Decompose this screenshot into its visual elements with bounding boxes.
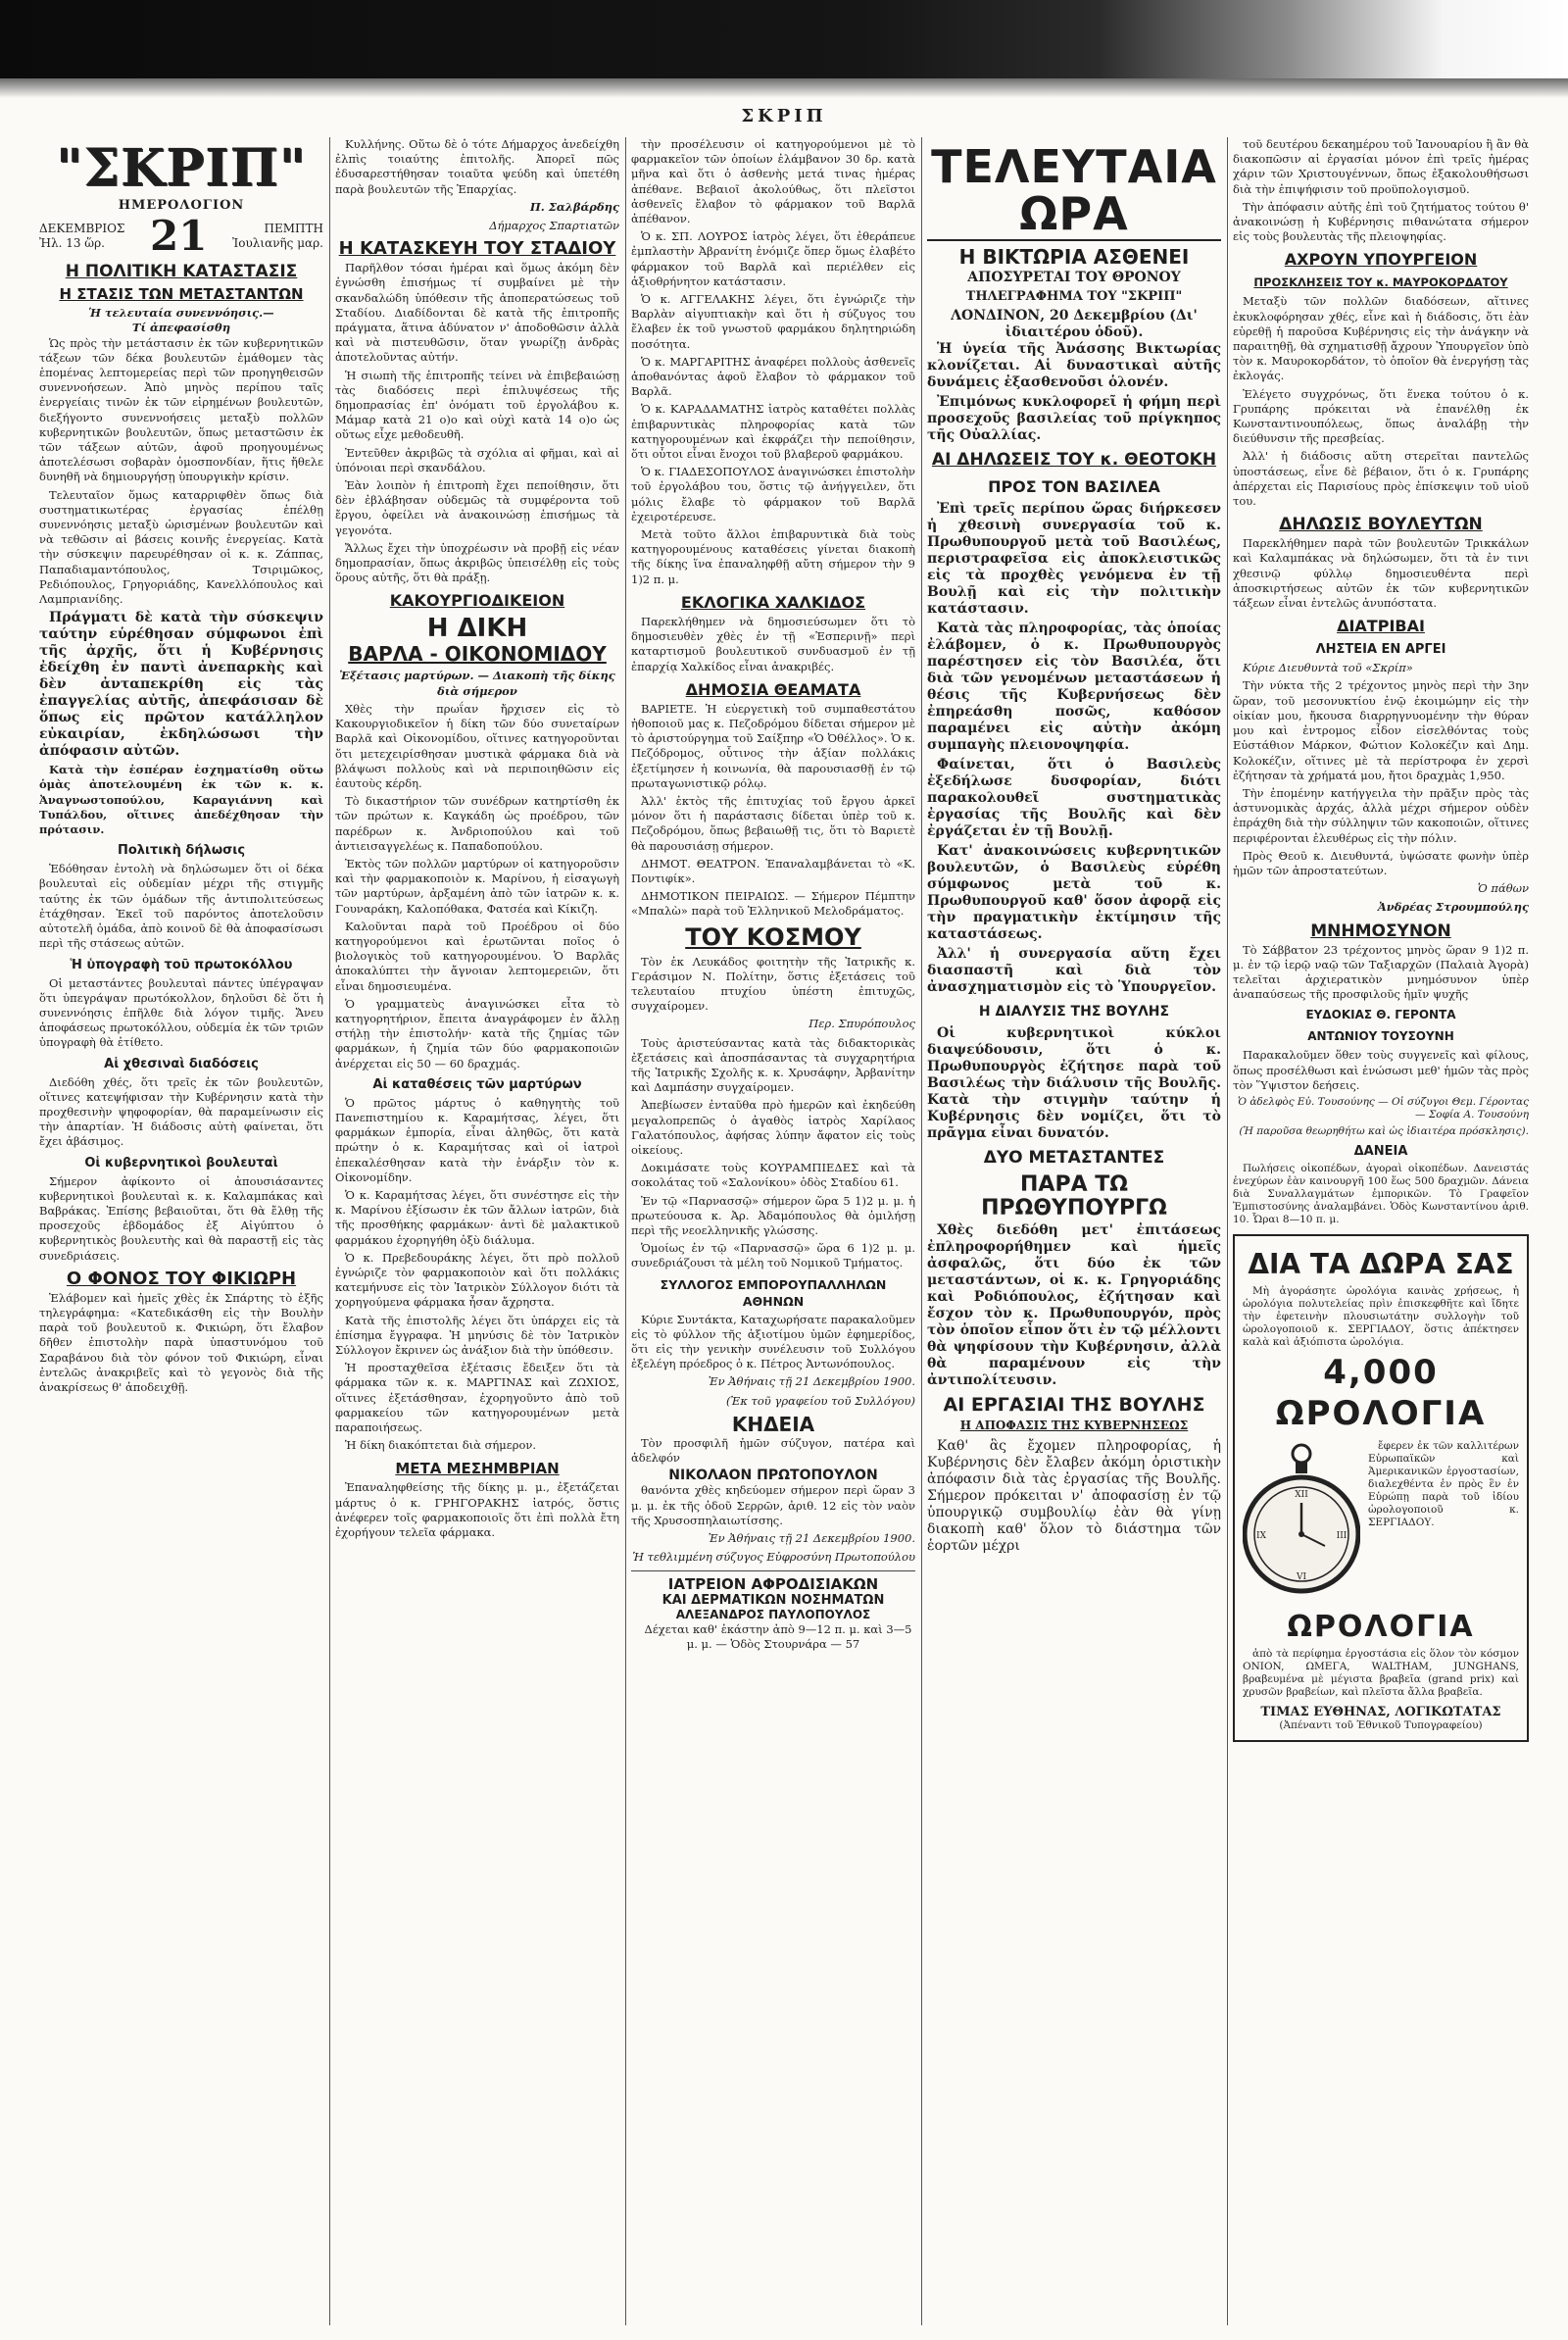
ad-big-word: ΩΡΟΛΟΓΙΑ (1287, 1609, 1475, 1644)
article-paragraph-bold: Φαίνεται, ὅτι ὁ Βασιλεὺς ἐξεδήλωσε δυσφορίαν, διότι παρακολουθεῖ συστηματικὰς ἐργασίας τῆς Βουλῆς καὶ δὲν ἐργάζεται ἐν τῇ Βουλῇ. (927, 757, 1221, 840)
signature: (Ἐκ τοῦ γραφείου τοῦ Συλλόγου) (726, 1393, 915, 1408)
column-5 (1233, 137, 1529, 2325)
signature: Περ. Σπυρόπουλος (808, 1017, 915, 1031)
headline-chalkis: ΕΚΛΟΓΙΚΑ ΧΑΛΚΙΔΟΣ (680, 592, 866, 612)
article-paragraph: Τὸ δικαστήριον τῶν συνέδρων κατηρτίσθη ἐκ τῶν πρώτων κ. Καγκάδη ὡς προέδρου, τῶν παρέδρων κ. Ἀνδριοπούλου καὶ τοῦ ἀντιεισαγγελέως κ. Παπαδοπούλου. (335, 794, 619, 853)
headline-diatrivai: ΔΙΑΤΡΙΒΑΙ (1337, 617, 1425, 636)
headline-theotokis-sub: ΠΡΟΣ ΤΟΝ ΒΑΣΙΛΕΑ (988, 477, 1160, 497)
headline-afternoon: ΜΕΤΑ ΜΕΣΗΜΒΡΙΑΝ (395, 1460, 560, 1478)
article-paragraph-bold: Ἐπὶ τρεῖς περίπου ὥρας διήρκεσεν ἡ χθεσινὴ συνεργασία τοῦ κ. Πρωθυπουργοῦ μετὰ τοῦ Βασιλέως, περιστραφεῖσα εἰς ἀποκλειστικῶς εἰς τὰ προχθὲς γενόμενα ἐν τῇ Βουλῇ καὶ εἰς τὴν πολιτικὴν κατάστασιν. (927, 501, 1221, 618)
article-paragraph: Ἡ προσταχθεῖσα ἐξέτασις ἔδειξεν ὅτι τὰ φάρμακα τῶν κ. κ. ΜΑΡΓΙΝΑΣ καὶ ΖΩΧΙΟΣ, οἵτινες ἐξετάσθησαν, ἐχορηγοῦντο ἀπὸ τοῦ φαρμακείου τῶν κατηγορουμένων μετὰ παραποιήσεως. (335, 1361, 619, 1435)
column-rule (329, 137, 330, 2325)
article-paragraph: Ἄλλως ἔχει τὴν ὑποχρέωσιν νὰ προβῇ εἰς νέαν δημοπρασίαν, ὅπως ἀκριβῶς ὑπεισέλθῃ εἰς τοὺς ὅρους αὐτῆς, ὅτι θὰ πράξῃ. (335, 540, 619, 585)
date-saint: Ἰουλιανῆς μαρ. (232, 236, 323, 251)
signature-title: Δήμαρχος Σπαρτιατῶν (489, 219, 619, 233)
clinic-title: ΙΑΤΡΕΙΟΝ ΑΦΡΟΔΙΣΙΑΚΩΝ (667, 1575, 879, 1594)
headline-dissolution: Η ΔΙΑΛΥΣΙΣ ΤΗΣ ΒΟΥΛΗΣ (978, 1004, 1170, 1021)
article-paragraph: ΔΗΜΟΤ. ΘΕΑΤΡΟΝ. Ἐπαναλαμβάνεται τὸ «Κ. Ποντιφίκ». (631, 856, 915, 885)
article-paragraph-bold: Κατὰ τὰς πληροφορίας, τὰς ὁποίας ἐλάβομεν, ὁ κ. Πρωθυπουργὸς παρέστησεν εἰς τὸν Βασιλέα, ὅτι διὰ τῶν γενομένων μεταστάσεων ἡ θέσις τῆς Κυβερνήσεως δὲν ἐπηρεάσθη ποσῶς, καθόσον παραμένει εἰς αὐτὴν ἀκόμη συμπαγὴς πλειονοψηφία. (927, 621, 1221, 754)
article-paragraph-bold: Κατ' ἀνακοινώσεις κυβερνητικῶν βουλευτῶν, ὁ Βασιλεὺς εὑρέθη σύμφωνος μετὰ τοῦ κ. Πρωθυπουργοῦ καθ' ὅσον ἀφορᾷ εἰς τὴν πραγματικὴν ἐκτίμησιν τῆς καταστάσεως. (927, 843, 1221, 943)
article-paragraph: Πρὸς Θεοῦ κ. Διευθυντά, ὑψώσατε φωνὴν ὑπὲρ ἡμῶν τῶν ἀπροστατεύτων. (1233, 848, 1529, 877)
signature: Ἀνδρέας Στρουμπούλης (1377, 900, 1529, 915)
ad-paragraph: Μὴ ἀγοράσητε ὡρολόγια καινὰς χρήσεως, ἡ ὡρολόγια πολυτελείας πρὶν ἐπισκεφθῆτε καὶ ἴδητε τὴν ἐφετεινὴν πλουσιωτάτην συλλογὴν τοῦ ὡρολογοποιοῦ κ. ΣΕΡΓΙΑΔΟΥ, ὅστις ἀπέκτησεν καλὰ καὶ ἀξιόπιστα ὡρολόγια. (1243, 1284, 1519, 1348)
funeral-name: ΝΙΚΟΛΑΟΝ ΠΡΩΤΟΠΟΥΛΟΝ (668, 1468, 878, 1484)
article-paragraph: Δοκιμάσατε τοὺς ΚΟΥΡΑΜΠΙΕΔΕΣ καὶ τὰ σοκολάτας τοῦ «Σαλονίκου» ὁδὸς Σταδίου 61. (631, 1161, 915, 1190)
article-paragraph: Τὴν ἐπομένην κατήγγειλα τὴν πρᾶξιν πρὸς τὰς ἀστυνομικὰς ἀρχάς, ἀλλὰ μέχρι σήμερον οὐδὲν ἐπράχθη διὰ τὴν σύλληψιν τῶν κακοποιῶν, οἵτινες περιφέρονται ἐλευθέρως εἰς τὴν πόλιν. (1233, 785, 1529, 845)
last-hour-title: ΤΕΛΕΥΤΑΙΑ ΩΡΑ (927, 137, 1221, 241)
subhead: Οἱ κυβερνητικοὶ βουλευταὶ (84, 1155, 278, 1170)
subhead: Αἱ χθεσιναὶ διαδόσεις (104, 1056, 259, 1071)
clinic-doctor: ΑΛΕΞΑΝΔΡΟΣ ΠΑΥΛΟΠΟΥΛΟΣ (675, 1607, 871, 1621)
article-paragraph-bold: Χθὲς διεδόθη μετ' ἐπιτάσεως ἐπληροφορήθημεν καὶ ἡμεῖς ἀσφαλῶς, ὅτι δύο ἐκ τῶν μεταστάντων, οἱ κ. κ. Γρηγοριάδης καὶ Ροδιόπουλος, ἐζήτησαν καὶ ἔσχον τὸν κ. Πρωθυπουργόν, πρὸς τὸν ὁποῖον εἶπον ὅτι ἐν τῷ μέλλοντι θὰ ψηφίσουν τὴν Κυβέρνησιν, ἀλλὰ θὰ παραμένουν εἰς τὴν ἀντιπολίτευσιν. (927, 1222, 1221, 1389)
article-paragraph: Πωλήσεις οἰκοπέδων, ἀγοραὶ οἰκοπέδων. Δανειστάς ἐνεχύρων ἐὰν καινουργῆ 100 ἕως 500 δραχμῶν. Δάνεια διὰ Συναλλαγμάτων ἐμπορικῶν. Τὸ Γραφεῖον Ἐμπιστοσύνης ἀναλαμβάνει. Ὁδὸς Κωνσταντίνου ἀριθ. 10. Ὧραι 8—10 π. μ. (1233, 1162, 1529, 1225)
headline-deputies-statement: ΔΗΛΩΣΙΣ ΒΟΥΛΕΥΤΩΝ (1279, 515, 1483, 535)
article-paragraph: θανόντα χθὲς κηδεύομεν σήμερον περὶ ὥραν 3 μ. μ. ἐκ τῆς ὁδοῦ Σερρῶν, ἀριθ. 12 εἰς τὸν ναὸν τῆς Χρυσοσπηλαιωτίσσης. (631, 1483, 915, 1527)
article-paragraph: Ἀλλ' ἐκτὸς τῆς ἐπιτυχίας τοῦ ἔργου ἀρκεῖ μόνον ὅτι ἡ παράστασις δίδεται ὑπὲρ τοῦ κ. Πεζοδρόμου, ὅπως βεβαιωθῇ τις, ὅτι τὸ Βαριετὲ θὰ παρουσιάσῃ σήμερον. (631, 793, 915, 853)
headline-victoria: Η ΒΙΚΤΩΡΙΑ ΑΣΘΕΝΕΙ (958, 245, 1190, 269)
article-paragraph-bold: Ἡ ὑγεία τῆς Ἀνάσσης Βικτωρίας κλονίζεται. Αἱ δυναστικαὶ αὐτῆς δυνάμεις ἐξασθενοῦσι ὁλονέν. (927, 341, 1221, 391)
subhead: Πολιτικὴ δήλωσις (117, 843, 246, 859)
article-paragraph-bold: Ἀλλ' ἡ συνεργασία αὕτη ἔχει διασπαστῆ καὶ διὰ τὸν ἀνασχηματισμὸν εἰς τὸ Ὑπουργεῖον. (927, 946, 1221, 996)
article-paragraph: Χθὲς τὴν πρωΐαν ἤρχισεν εἰς τὸ Κακουργιοδικεῖον ἡ δίκη τῶν δύο συνεταίρων Βαρλᾶ καὶ Οἰκονομίδου, οἵτινες κατηγοροῦνται ὅτι μετεχειρίσθησαν μυστικὰ φάρμακα διὰ νὰ βλάψωσι πολλοὺς καὶ νὰ περιποιηθῶσιν εἰς ἑαυτοὺς κέρδη. (335, 701, 619, 790)
memorial-name: ΕΥΔΟΚΙΑΣ Θ. ΓΕΡΟΝΤΑ (1305, 1008, 1456, 1022)
ad-footer-address: (Ἀπέναντι τοῦ Ἐθνικοῦ Τυπογραφείου) (1279, 1719, 1483, 1732)
clinic-subtitle: ΚΑΙ ΔΕΡΜΑΤΙΚΩΝ ΝΟΣΗΜΑΤΩΝ (662, 1592, 885, 1608)
column-rule (625, 137, 626, 2325)
kicker: Τί ἀπεφασίσθη (131, 321, 231, 335)
article-paragraph: Τοὺς ἀριστεύσαντας κατὰ τὰς διδακτορικὰς ἐξετάσεις καὶ ἀποσπάσαντας τὰ συγχαρητήρια τῆς Ἰατρικῆς Σχολῆς κ. κ. Χρυσάφην, Ἀρβανίτην καὶ Δαμπάσην συγχαίρομεν. (631, 1035, 915, 1095)
running-head: ΣΚΡΙΠ (741, 106, 827, 126)
article-paragraph: Καλοῦνται παρὰ τοῦ Προέδρου οἱ δύο κατηγορούμενοι καὶ ἐρωτῶνται ποῖος ὁ βιολογικὸς τοῦ κατηγορουμένου. Ὁ Βαρλᾶς ἀποκαλύπτει τὴν ἄγνοιαν λεπτομερειῶν, ὅτι εἶναι δημοσιευμένα. (335, 919, 619, 993)
article-paragraph: Παρεκλήθημεν παρὰ τῶν βουλευτῶν Τρικκάλων καὶ Καλαμπάκας νὰ δηλώσωμεν, ὅτι τὰ ἐν τινι χθεσινῷ φύλλῳ δημοσιευθέντα περὶ ἀποσκιρτήσεως αὐτῶν ἐκ τῶν κυβερνητικῶν τάξεων εἶναι ἐντελῶς ἀνυπόστατα. (1233, 536, 1529, 611)
date-month: ΔΕΚΕΜΒΡΙΟΣ (39, 222, 125, 235)
article-paragraph: Ἀπεβίωσεν ἐνταῦθα πρὸ ἡμερῶν καὶ ἐκηδεύθη μεγαλοπρεπῶς ὁ ἀγαθὸς ἰατρὸς Χαρίλαος Γαλατόπουλος, ἀφήσας λύπην ἄφατον εἰς τοὺς οἰκείους. (631, 1098, 915, 1157)
date-box (39, 212, 323, 261)
article-paragraph: Ἡ σιωπὴ τῆς ἐπιτροπῆς τείνει νὰ ἐπιβεβαιώσῃ τὰς διαδόσεις περὶ ἐπιλυψέσεως τῆς δημοπρασίας ἐπ' ὀνόματι τοῦ ἐργολάβου κ. Μάμαρ κατὰ 21 ο)ο καὶ οὐχὶ κατὰ 14 ο)ο ὡς οὕτως εἶχε μεθοδευθῆ. (335, 368, 619, 442)
headline-victoria-sub: ΑΠΟΣΥΡΕΤΑΙ ΤΟΥ ΘΡΟΝΟΥ (967, 270, 1181, 285)
article-paragraph: Ὁ κ. ΜΑΡΓΑΡΙΤΗΣ ἀναφέρει πολλοὺς ἀσθενεῖς ἀποθανόντας ἀφοῦ ἔλαβον τὸ φάρμακον τοῦ Βαρλᾶ. (631, 354, 915, 399)
article-paragraph: ΔΗΜΟΤΙΚΟΝ ΠΕΙΡΑΙΩΣ. — Σήμερον Πέμπτην «Μπαλὼ» παρὰ τοῦ Ἑλληνικοῦ Μελοδράματος. (631, 889, 915, 919)
article-paragraph: Οἱ μεταστάντες βουλευταὶ πάντες ὑπέγραψαν ὅτι ὑπεγράψαν πρωτόκολλον, δηλοῦσι δὲ ὅτι ἡ συνεννόησις ἐπῆλθε διὰ λόγον τιμῆς. Ἄνευ ἀποφάσεως πρωτοκόλλου, οὐδεμία ἐκ τῶν τριῶν ὑπογραφὴ θὰ ἐτίθετο. (39, 975, 323, 1050)
article-paragraph: Διεδόθη χθές, ὅτι τρεῖς ἐκ τῶν βουλευτῶν, οἵτινες κατεψήφισαν τὴν Κυβέρνησιν κατὰ τὴν προχθεσινὴν ψηφοφορίαν, θὰ παραμείνωσιν εἰς τὴν ἀπαρτίαν. Ἡ διάδοσις αὐτὴ φαίνεται, ὅτι ἔχει ἀβάσιμος. (39, 1074, 323, 1149)
article-paragraph: Ὁ κ. ΑΓΓΕΛΑΚΗΣ λέγει, ὅτι ἐγνώριζε τὴν Βαρλὰν αἰγυπτιακὴν καὶ ὅτι ἡ σύζυγος του ἔλαβεν ἐκ τοῦ γνωστοῦ φαρμάκου δηλητηριώδη ποσότητα. (631, 292, 915, 351)
article-paragraph: Ὁ κ. ΓΙΑΔΕΣΟΠΟΥΛΟΣ ἀναγινώσκει ἐπιστολὴν τοῦ ἐργολάβου του, ὅστις τῷ ἀνήγγειλεν, ὅτι μόλις ἔλαβε τὸ φάρμακον τοῦ Βαρλᾶ ἐχειροτέρευσε. (631, 465, 915, 523)
signature: Ἐν Ἀθήναις τῇ 21 Δεκεμβρίου 1900. (708, 1531, 915, 1546)
article-paragraph: Τὸν ἐκ Λευκάδος φοιτητὴν τῆς Ἰατρικῆς κ. Γεράσιμον Ν. Πολίτην, ὅστις ἐξετάσεις τοῦ τελευταίου πτυχίου ὑπέστη ἐπιτυχῶς, συγχαίρομεν. (631, 954, 915, 1014)
column-1 (39, 137, 323, 2325)
article-paragraph: Τὸ Σάββατον 23 τρέχοντος μηνὸς ὥραν 9 1)2 π. μ. ἐν τῷ ἱερῷ ναῷ τῶν Ταξιαρχῶν (Παλαιὰ Ἀγορὰ) τελεῖται ἀρχιερατικὸν μνημόσυνον ὑπὲρ ἀναπαύσεως τῆς προσφιλοῦς ἡμῖν ψυχῆς (1233, 942, 1529, 1002)
article-paragraph: Ὁ πρῶτος μάρτυς ὁ καθηγητὴς τοῦ Πανεπιστημίου κ. Καραμήτσας, λέγει, ὅτι φαρμάκων ἐμπορία, εἶναι ἀληθῶς, ὅτι κατὰ πρώτην ὁ κ. Καραμήτσας καὶ οἱ ἰατροὶ ἐπεκαλέσθησαν κατὰ τὴν ἐνάρξιν τὸν κ. Οἰκονομίδην. (335, 1095, 619, 1184)
article-paragraph: τὴν προσέλευσιν οἱ κατηγορούμενοι μὲ τὸ φαρμακεῖον τῶν ὁποίων ἐλάμβανον 30 δρ. κατὰ μῆνα καὶ ὅτι ὁ ἀσθενὴς μετά τινας ἡμέρας ἀπέθανε. Βεβαιοῖ ἀκολούθως, ὅτι πλεῖστοι ἀσθενεῖς ἔλαβον τὸ φάρμακον τοῦ Βαρλᾶ ἀπέθανον. (631, 137, 915, 226)
column-4 (927, 137, 1221, 2325)
column-rule (1227, 137, 1228, 2325)
article-paragraph: Κατὰ τῆς ἐπιστολῆς λέγει ὅτι ὑπάρχει εἰς τὰ ἐπίσημα ἔγγραφα. Ἡ μηνύσις δὲ τὸν Ἰατρικὸν Σύλλογον ἔκρινεν ὡς ἀνάξιον διὰ τὴν ὑπόθεσιν. (335, 1313, 619, 1358)
signature: Ἐν Ἀθήναις τῇ 21 Δεκεμβρίου 1900. (708, 1374, 915, 1389)
article-paragraph: Κυλλήνης. Οὕτω δὲ ὁ τότε Δήμαρχος ἀνεδείχθη ἐλπὶς τοιαύτης ἐπιτολῆς. Ἀπορεῖ πῶς ἐδυσαρεστήθησαν τοιαῦτα ψεύδη καὶ ὑπετέθη παρὰ βουλευτῶν τῆς Ἐπαρχίας. (335, 137, 619, 196)
subhead: Ἡ ὑπογραφὴ τοῦ πρωτοκόλλου (70, 957, 293, 972)
article-paragraph: Ἡ δίκη διακόπτεται διὰ σήμερον. (345, 1438, 537, 1453)
article-paragraph: Ἐπαναληφθείσης τῆς δίκης μ. μ., ἐξετάζεται μάρτυς ὁ κ. ΓΡΗΓΟΡΑΚΗΣ ἰατρός, ὅστις ἀνέφερεν τοῖς φαρμακοποιοῖς ὅτι ἐπὶ πολλὰ ἔτη ἐχορήγουν τελεῖα φάρμακα. (335, 1480, 619, 1540)
article-paragraph: Ὁ κ. Καραμήτσας λέγει, ὅτι συνέστησε εἰς τὴν κ. Μαρίνου ἐξίσωσιν ἐκ τῶν ἄλλων ἰατρῶν, διὰ τῆς προσθήκης φαρμάκων· ἀντὶ δὲ μαλακτικοῦ φαρμάκου ἐχορηγήθη ὀξὺ διάλυμα. (335, 1187, 619, 1247)
article-paragraph-bold: Κατὰ τὴν ἑσπέραν ἐσχηματίσθη οὕτω ὁμὰς ἀποτελουμένη ἐκ τῶν κ. κ. Ἀναγνωστοπούλου, Καραγιάννη καὶ Τυπάλδου, οἵτινες ἀπεδέχθησαν τὴν πρότασιν. (39, 763, 323, 837)
headline-court: ΚΑΚΟΥΡΓΙΟΔΙΚΕΙΟΝ (389, 591, 565, 611)
headline-fikioris: Ο ΦΟΝΟΣ ΤΟΥ ΦΙΚΙΩΡΗ (66, 1268, 297, 1289)
headline-trial: Η ΔΙΚΗ (426, 614, 528, 644)
column-2 (335, 137, 619, 2325)
article-paragraph: Ἐντεῦθεν ἀκριβῶς τὰ σχόλια αἱ φῆμαι, καὶ αἱ ὑπόνοιαι περὶ σκανδάλου. (335, 445, 619, 474)
signature: (Ἡ παροῦσα θεωρηθήτω καὶ ὡς ἰδιαιτέρα πρόσκλησις). (1239, 1124, 1529, 1137)
headline-two-defectors-sub: ΠΑΡΑ ΤΩ ΠΡΩΘΥΠΟΥΡΓΩ (981, 1172, 1167, 1221)
article-paragraph: Ἐλάβομεν καὶ ἡμεῖς χθὲς ἐκ Σπάρτης τὸ ἑξῆς τηλεγράφημα: «Κατεδικάσθη εἰς τὴν Βουλὴν παρὰ τοῦ βουλευτοῦ κ. Φικιώρη, ὅτι ἔλαβον δῆθεν ἐπιστολὴν παρὰ ὑπαστυνόμου τοῦ Σαραβάνου διὰ τὸν φόνον τοῦ Φικιώρη, εἶναι ἐντελῶς ἀνακριβεῖς καὶ τὸ γεγονὸς διὰ τῆς ἀνακρίσεως θ' ἀποδειχθῇ. (39, 1290, 323, 1394)
article-paragraph: Τὴν ἀπόφασιν αὐτῆς ἐπὶ τοῦ ζητήματος τούτου θ' ἀνακοινώσῃ ἡ Κυβέρνησις πιθανώτατα σήμερον εἰς τοὺς βουλευτὰς τῆς πλειοψηφίας. (1233, 199, 1529, 244)
column-3 (631, 137, 915, 2325)
svg-text:III: III (1336, 1530, 1348, 1541)
article-paragraph: Ὡς πρὸς τὴν μετάστασιν ἐκ τῶν κυβερνητικῶν τάξεων τῶν δέκα βουλευτῶν ἐμάθομεν τὰς ἑπομένας λεπτομερείας περὶ τῶν προηγηθεισῶν συνεννοήσεων. Ἀπὸ μηνὸς περίπου ταῖς ἐνεργείαις τινῶν ἐκ τῶν εἰρημένων βουλευτῶν, διεξήγοντο συνεννοήσεις μεταξὺ πολλῶν κυβερνητικῶν βουλευτῶν, ὅπως μεταστῶσιν ἐκ τῶν τάξεων αὐτῶν, ἀφοῦ προηγουμένως ἀποτελέσωσι σοβαρὰν ὁμοσπονδίαν, ἥτις ἤθελε δυνηθῆ νὰ δημιουργήσῃ ὑπουργικὴν κρίσιν. (39, 335, 323, 484)
article-paragraph: Κύριε Διευθυντὰ τοῦ «Σκρίπ» (1243, 661, 1413, 675)
signature: Ἡ τεθλιμμένη σύζυγος Εὐφροσύνη Πρωτοπούλου (632, 1550, 915, 1565)
headline-memorial: ΜΝΗΜΟΣΥΝΟΝ (1310, 921, 1451, 941)
article-paragraph: Κύριε Συντάκτα, Καταχωρήσατε παρακαλοῦμεν εἰς τὸ φύλλον τῆς ἀξιοτίμου ὑμῶν ἐφημερίδος, ὅτι εἰς τὴν γενικὴν συνέλευσιν τοῦ Συλλόγου ἐξελέγη πρόεδρος ὁ κ. Πέτρος Ἀντωνόπουλος. (631, 1312, 915, 1371)
ad-paragraph: ἔφερεν ἐκ τῶν καλλιτέρων Εὐρωπαϊκῶν καὶ Ἀμερικανικῶν ἐργοστασίων, διαλεχθέντα ἐν πρὸς ἓν ἐν Εὐρώπῃ παρὰ τοῦ ἰδίου ὡρολογοποιοῦ κ. ΣΕΡΓΙΑΔΟΥ. (1368, 1439, 1519, 1528)
ad-big-number: 4,000 ΩΡΟΛΟΓΙΑ (1275, 1352, 1487, 1433)
article-paragraph: ΒΑΡΙΕΤΕ. Ἡ εὐεργετικὴ τοῦ συμπαθεστάτου ἠθοποιοῦ μας κ. Πεζοδρόμου δίδεται σήμερον μὲ τὸ ἀριστούργημα τοῦ Σαίξπηρ «Ὁ Ὀθέλλος». Ὁ κ. Πεζόδρομος, οὗτινος τὴν ἀξίαν πολλάκις ἐξετίμησεν ἡ κοινωνία, θὰ παρουσιασθῇ ἐν τῷ πρωταγωνιστικῷ ρόλῳ. (631, 701, 915, 790)
kicker: Ἡ τελευταία συνεννόησις.— (88, 306, 274, 321)
headline-theotokis: ΑΙ ΔΗΛΩΣΕΙΣ ΤΟΥ κ. ΘΕΟΤΟΚΗ (931, 450, 1217, 471)
article-paragraph: Τελευταῖον ὅμως καταρριφθὲν ὅπως διὰ συστηματικωτέρας ἐργασίας ἐπέλθῃ συνεννόησις μεταξὺ ὡρισμένων βουλευτῶν καὶ νὰ τεθῶσιν αἱ βάσεις κοινῆς ἐνεργείας. Κατὰ τὴν σύσκεψιν παρευρέθησαν οἱ κ. κ. Ζάππας, Παπαδιαμαντόπουλος, Τσιριμῶκος, Ρεδιόπουλος, Γρηγοριάδης, Κανελλόπουλος καὶ Λαμπριανίδης. (39, 487, 323, 607)
article-paragraph: Ἐὰν λοιπὸν ἡ ἐπιτροπὴ ἔχει πεποίθησιν, ὅτι δὲν ἐβλάβησαν οὐδεμῶς τὰ συμφέροντα τοῦ ἔργου, ὀφείλει νὰ ἀνακοινώσῃ ἐπισήμως τὰ γεγονότα. (335, 478, 619, 537)
ad-paragraph: ἀπὸ τὰ περίφημα ἐργοστάσια εἰς ὅλον τὸν κόσμον ONION, ΩΜΕΓΑ, WALTHAM, JUNGHANS, βραβευμένα μὲ μέγιστα βραβεῖα (grand prix) καὶ χρυσῶν βραβείων, καὶ πλεῖστα ἄλλα βραβεῖα. (1243, 1647, 1519, 1698)
article-paragraph: Μετὰ τοῦτο ἄλλοι ἐπιβαρυντικὰ διὰ τοὺς κατηγορουμένους καταθέσεις γίνεται διακοπὴ τῆς δίκης ἵνα ἐπαναληφθῇ αὔτη σήμερον τὴν 9 1)2 π. μ. (631, 527, 915, 586)
article-paragraph: Ὁ γραμματεὺς ἀναγινώσκει εἶτα τὸ κατηγορητήριον, ἔπειτα ἀναγράφομεν ἐν ἄλλῃ στήλῃ τὴν ἐπιστολήν· κατὰ τῆς ζημίας τῶν φαρμάκων, ἡ ζημία τῶν δύο φαρμακοποιῶν ἀνέρχεται εἰς 50 — 60 δραχμάς. (335, 996, 619, 1070)
watch-advertisement (1233, 1234, 1529, 1742)
signature: Ὁ πάθων (1477, 881, 1529, 896)
headline-loans: ΔΑΝΕΙΑ (1353, 1143, 1408, 1159)
headline-colourless-ministry: ΑΧΡΟΥΝ ΥΠΟΥΡΓΕΙΟΝ (1284, 250, 1478, 270)
kicker: Ἐξέτασις μαρτύρων. — Διακοπὴ τῆς δίκης διὰ σήμερον (339, 669, 615, 698)
clinic-hours: Δέχεται καθ' ἑκάστην ἀπὸ 9—12 π. μ. καὶ 3—5 μ. μ. — Ὁδὸς Στουρνάρα — 57 (644, 1622, 912, 1652)
article-paragraph: Μεταξὺ τῶν πολλῶν διαδόσεων, αἵτινες ἐκυκλοφόρησαν χθές, εἶνε καὶ ἡ διάδοσις, ὅτι ἐὰν εὑρεθῇ ἡ παροῦσα Κυβέρνησις εἰς τὴν ἀνάγκην νὰ παραιτηθῇ, θὰ σχηματισθῇ ἄχρουν Ὑπουργεῖον ὑπὸ τὸν κ. Μαυροκορδάτον, τὸ ὁποῖον θὰ ἐνεργήσῃ τὰς ἐκλογάς. (1233, 294, 1529, 383)
headline-theatres: ΔΗΜΟΣΙΑ ΘΕΑΜΑΤΑ (685, 679, 861, 699)
headline-political: Η ΠΟΛΙΤΙΚΗ ΚΑΤΑΣΤΑΣΙΣ (65, 262, 298, 282)
article-paragraph: Ἐκτὸς τῶν πολλῶν μαρτύρων οἱ κατηγοροῦσιν καὶ τὴν φαρμακοποιὸν κ. Μαρίνου, ἡ εἰσαγωγὴ τῶν μαρτύρων, ἀρξαμένη ἀπὸ τῶν ἰατρῶν κ. κ. Γουναράκη, Καλοπόθακα, Φατσέα καὶ Κίκιζη. (335, 856, 619, 916)
article-paragraph: Καθ' ἃς ἔχομεν πληροφορίας, ἡ Κυβέρνησις δὲν ἔλαβεν ἀκόμη ὁριστικὴν ἀπόφασιν διὰ τὰς ἐργασίας τῆς Βουλῆς. Σήμερον πρόκειται ν' ἀποφασίσῃ ἐν τῷ ὑπουργικῷ συμβουλίῳ ἐὰν θὰ γίνῃ διακοπὴ καθ' ὅλον τὸ διάστημα τῶν ἑορτῶν μέχρι (927, 1437, 1221, 1554)
headline-robbery: ΛΗΣΤΕΙΑ ΕΝ ΑΡΓΕΙ (1315, 642, 1446, 658)
article-paragraph-bold: Οἱ κυβερνητικοὶ κύκλοι διαψεύδουσιν, ὅτι ὁ κ. Πρωθυπουργὸς ἐζήτησε παρὰ τοῦ Βασιλέως τὴν διάλυσιν τῆς Βουλῆς. Κατὰ τὴν στιγμὴν ταύτην ἡ Κυβέρνησις δὲν νομίζει, ὅτι τὸ πρᾶγμα εἶναι δυνατόν. (927, 1025, 1221, 1142)
svg-text:IX: IX (1256, 1530, 1266, 1541)
masthead-title: "ΣΚΡΙΠ" (56, 138, 307, 198)
page-sheet (39, 137, 1529, 2325)
date-weekday: ΠΕΜΠΤΗ (264, 222, 323, 235)
article-paragraph: Τὸν προσφιλῆ ἡμῶν σύζυγον, πατέρα καὶ ἀδελφόν (631, 1435, 915, 1466)
article-paragraph: Παρεκλήθημεν νὰ δημοσιεύσωμεν ὅτι τὸ δημοσιευθὲν χθὲς ἐν τῇ «Ἑσπερινῇ» περὶ καταρτισμοῦ βουλευτικοῦ συνδυασμοῦ ἐν τῇ ἐπαρχίᾳ Χαλκίδος εἶναι ἀνακριβές. (631, 614, 915, 673)
date-sun: Ἠλ. 13 ὥρ. (39, 236, 105, 251)
article-paragraph: τοῦ δευτέρου δεκαημέρου τοῦ Ἰανουαρίου ἢ ἂν θὰ διακοπῶσιν αἱ ἐργασίαι μόνον ἐπὶ τρεῖς ἡμέρας χάριν τῶν Χριστουγέννων, ὅπως ἐξακολουθήσωσι διὰ τὴν ἐπιψήφισιν τοῦ προϋπολογισμοῦ. (1233, 137, 1529, 196)
telegram-label: ΤΗΛΕΓΡΑΦΗΜΑ ΤΟΥ "ΣΚΡΙΠ" (965, 289, 1183, 305)
memorial-name: ΑΝΤΩΝΙΟΥ ΤΟΥΣΟΥΝΗ (1307, 1029, 1454, 1044)
date-day-number: 21 (149, 212, 208, 261)
article-paragraph: Ἐλέγετο συγχρόνως, ὅτι ἕνεκα τούτου ὁ κ. Γρυπάρης πρόκειται νὰ ἐπανέλθῃ ἐκ Κωνσταντινουπόλεως, ὅπως ἀναλάβῃ τὴν διεύθυνσιν τῆς πρεσβείας. (1233, 386, 1529, 446)
subhead: Αἱ καταθέσεις τῶν μαρτύρων (372, 1076, 582, 1092)
headline-association: ΣΥΛΛΟΓΟΣ ΕΜΠΟΡΟΥΠΑΛΛΗΛΩΝ ΑΘΗΝΩΝ (660, 1276, 887, 1309)
scan-dark-edge (0, 0, 1568, 78)
signature: Ὁ ἀδελφὸς Εὐ. Τουσούνης — Οἱ σύζυγοι Θεμ. Γέροντας — Σοφία Α. Τουσούνη (1237, 1095, 1529, 1120)
headline-parliament-work: ΑΙ ΕΡΓΑΣΙΑΙ ΤΗΣ ΒΟΥΛΗΣ (943, 1394, 1205, 1417)
headline-funeral: ΚΗΔΕΙΑ (731, 1412, 815, 1436)
masthead-subtitle: ΗΜΕΡΟΛΟΓΙΟΝ (118, 198, 245, 213)
subhead-metastantes: Η ΣΤΑΣΙΣ ΤΩΝ ΜΕΤΑΣΤΑΝΤΩΝ (59, 285, 304, 304)
article-paragraph: Τὴν νύκτα τῆς 2 τρέχοντος μηνὸς περὶ τὴν 3ην ὥραν, τοῦ μεσονυκτίου ἐνῷ ἐκοιμώμην εἰς τὴν οἰκίαν μου, ἤκουσα διαρρηγνυομένην τὴν θύραν μου καὶ ἐντρομος εἶδον εἰσελθόντας τοὺς Εὐστάθιον Μάρκον, Φώτιον Κολοκέζιν καὶ Δημ. Κολοκέζιν, οἵτινες μὲ τὰ περίστροφα ἐν χερσὶ ἐζήτησαν τὰ χρήματά μου, ἤτοι δραχμὰς 1,950. (1233, 678, 1529, 782)
pocket-watch-icon (1243, 1440, 1360, 1607)
dateline: ΛΟΝΔΙΝΟΝ, 20 Δεκεμβρίου (Δι' ἰδιαιτέρου ὁδοῦ). (951, 308, 1198, 341)
ad-footer: ΤΙΜΑΣ ΕΥΘΗΝΑΣ, ΛΟΓΙΚΩΤΑΤΑΣ (1260, 1704, 1501, 1719)
signature: Π. Σαλβάρδης (529, 199, 619, 214)
headline-stadium: Η ΚΑΤΑΣΚΕΥΗ ΤΟΥ ΣΤΑΔΙΟΥ (338, 238, 616, 260)
article-paragraph: Ἐν τῷ «Παρνασσῷ» σήμερον ὥρα 5 1)2 μ. μ. ἡ πρωτεύουσα κ. Ἀρ. Ἀδαμόπουλος θὰ ὁμιλήσῃ περὶ τῆς νεοελληνικῆς γλώσσης. (631, 1193, 915, 1237)
article-paragraph: Ἐδόθησαν ἐντολὴ νὰ δηλώσωμεν ὅτι οἱ δέκα βουλευταὶ εἰς οὐδεμίαν μέχρι τῆς στιγμῆς ταύτης ἐκ τῶν ὁμάδων τῆς ἀντιπολιτεύσεως ἐτάχθησαν. Ἐκεῖ τοῦ παρόντος ἀποτελοῦσιν αὐτοτελῆ ὁμάδα, ἀπὸ κοινοῦ δὲ θὰ ἀποφασίσωσι περὶ τῆς στάσεως αὐτῶν. (39, 862, 323, 951)
article-paragraph: Παρακαλοῦμεν ὅθεν τοὺς συγγενεῖς καὶ φίλους, ὅπως προσέλθωσι καὶ ἑνώσωσι μεθ' ἡμῶν τὰς πρὸς τὸν Ὕψιστον δεήσεις. (1233, 1048, 1529, 1092)
article-paragraph-bold: Ἐπιμόνως κυκλοφορεῖ ἡ φήμη περὶ προσεχοῦς βασιλείας τοῦ πρίγκηπος τῆς Οὐαλλίας. (927, 394, 1221, 444)
headline-trial-names: ΒΑΡΛΑ - ΟΙΚΟΝΟΜΙΔΟΥ (348, 642, 607, 667)
article-paragraph: Ὁ κ. ΣΠ. ΛΟΥΡΟΣ ἰατρὸς λέγει, ὅτι ἐθεράπευε ἐμπλαστὴν Ἀβρανίτη ἐνόμιζε ὅπερ ὅμως ἐλαβέτο φάρμακον τοῦ Βαρλᾶ καὶ περιέλθεν εἰς ἀξιοθρήνητον κατάστασιν. (631, 229, 915, 288)
headline-mavrokordatos: ΠΡΟΣΚΛΗΣΕΙΣ ΤΟΥ κ. ΜΑΥΡΟΚΟΡΔΑΤΟΥ (1253, 275, 1508, 290)
article-paragraph-bold: Πράγματι δὲ κατὰ τὴν σύσκεψιν ταύτην εὑρέθησαν σύμφωνοι ἐπὶ τῆς ἀρχῆς, ὅτι ἡ Κυβέρνησις ἐδείχθη ἐν παντὶ ἀνεπαρκὴς καὶ δὲν ἀνταπεκρίθη εἰς τὰς ἐπαγγελίας αὐτῆς, ἀπεφάσισαν δὲ ὅπως εἰς πρῶτον κατάλληλον εὐκαιρίαν, ἐκδηλώσωσι τὴν ἀπόφασιν αὐτῶν. (39, 610, 323, 760)
headline-two-defectors: ΔΥΟ ΜΕΤΑΣΤΑΝΤΕΣ (983, 1148, 1165, 1169)
article-paragraph: Ὁ κ. ΚΑΡΑΔΑΜΑΤΗΣ ἰατρὸς καταθέτει πολλὰς ἐπιβαρυντικὰς πληροφορίας κατὰ τῶν κατηγορουμένων καὶ ἐκφράζει τὴν πεποίθησιν, ὅτι οὗτοι εἶναι ἔνοχοι τοῦ βλαβεροῦ φαρμάκου. (631, 402, 915, 462)
article-paragraph: Παρῆλθον τόσαι ἡμέραι καὶ ὅμως ἀκόμη δὲν ἐγνώσθη ἐπισήμως τί συμβαίνει μὲ τὴν σκανδαλώδη ὑπόθεσιν τῆς ἀποπερατώσεως τοῦ Σταδίου. Διαδίδονται δὲ κατὰ τῆς ἐπιτροπῆς πράγματα, ἅτινα ἀδύνατον ν' ἀποδοθῶσιν ἀλλὰ καὶ νὰ πιστευθῶσιν, ὅταν γνωρίζῃ ἀνδρὰς ἀποτελοῦντας αὐτήν. (335, 261, 619, 365)
headline-society: ΤΟΥ ΚΟΣΜΟΥ (685, 922, 861, 951)
column-rule (921, 137, 922, 2325)
svg-text:VI: VI (1296, 1571, 1307, 1582)
article-paragraph: Ἀλλ' ἡ διάδοσις αὕτη στερεῖται παντελῶς ὑποστάσεως, εἶνε δὲ βέβαιον, ὅτι ὁ κ. Γρυπάρης ἀπέρχεται εἰς Παρισίους πρὸς ἐπίσκεψιν τοῦ υἱοῦ του. (1233, 449, 1529, 509)
headline-parliament-work-sub: Η ΑΠΟΦΑΣΙΣ ΤΗΣ ΚΥΒΕΡΝΗΣΕΩΣ (959, 1419, 1189, 1433)
article-paragraph: Σήμερον ἀφίκοντο οἱ ἀπουσιάσαντες κυβερνητικοὶ βουλευταὶ κ. κ. Καλαμπάκας καὶ Βαβράκας. Ἐπίσης βεβαιοῦται, ὅτι θὰ ἔλθῃ τῆς προσεχοῦς ἑβδομάδος ἐξ Αἰγύπτου ὁ κυβερνητικὸς βουλευτὴς καὶ θὰ παραστῇ εἰς τὰς συνεδριάσεις. (39, 1173, 323, 1263)
ad-title: ΔΙΑ ΤΑ ΔΩΡΑ ΣΑΣ (1248, 1247, 1514, 1280)
svg-text:XII: XII (1295, 1489, 1308, 1500)
article-paragraph: Ὁμοίως ἐν τῷ «Παρνασσῷ» ὥρα 6 1)2 μ. μ. συνεδριάζουσι τὰ μέλη τοῦ Νομικοῦ Τμήματος. (631, 1241, 915, 1270)
article-paragraph: Ὁ κ. Πρεβεδουράκης λέγει, ὅτι πρὸ πολλοῦ ἐγνώριζε τὸν φαρμακοποιὸν καὶ ὅτι πολλάκις κατεμήνυσε εἰς τὸν Ἰατρικὸν Σύλλογον διότι τὰ χορηγούμενα φάρμακα ἦσαν ἄχρηστα. (335, 1250, 619, 1310)
